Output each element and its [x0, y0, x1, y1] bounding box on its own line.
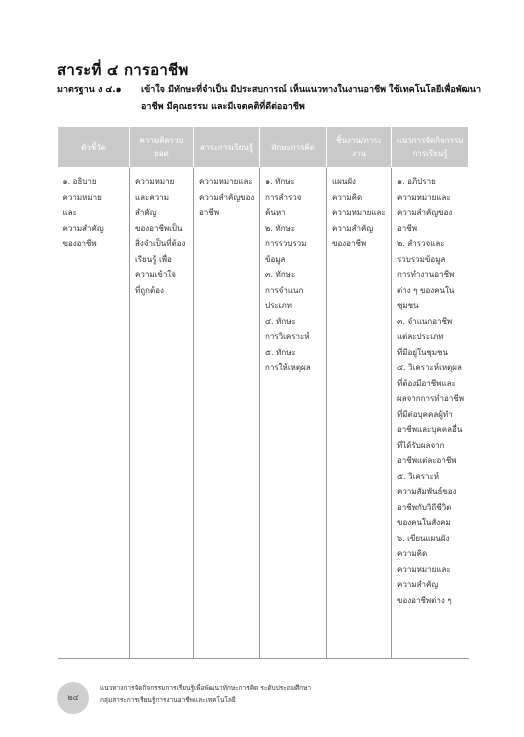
cell-line: อาชีพ	[397, 223, 417, 233]
cell-line: สิ่งจำเป็นที่ต้อง	[135, 239, 186, 248]
cell-line: ความหมายและ	[397, 192, 451, 202]
cell-line: ๓. ทักษะ	[265, 270, 296, 279]
footer-line-1: แนวทางการจัดกิจกรรมการเรียนรู้เพื่อพัฒนาทักษะการคิด ระดับประถมศึกษา	[100, 684, 311, 692]
cell-line: ๖. เขียนแผนผัง	[397, 533, 450, 543]
cell-line: เรียนรู้ เพื่อ	[135, 254, 172, 264]
cell-line: การวิเคราะห์	[265, 332, 310, 341]
standard-code: มาตรฐาน ง ๔.๑	[57, 85, 122, 95]
footer-line-2: กลุ่มสาระการเรียนรู้การงานอาชีพและเทคโนโลยี	[100, 696, 236, 704]
cell-line: ประเภท	[265, 301, 292, 310]
cell-line: ต่าง ๆ ของคนใน	[397, 285, 455, 295]
cell-line: ความสำคัญ	[397, 580, 439, 589]
cell-task	[327, 168, 392, 659]
table-header-row	[58, 127, 469, 168]
cell-line: ๑. อภิปราย	[397, 177, 436, 186]
cell-line: ๔. วิเคราะห์เหตุผล	[397, 363, 462, 372]
cell-line: การทำงานอาชีพ	[397, 270, 455, 279]
cell-line: การให้เหตุผล	[265, 363, 311, 372]
cell-line: ที่ต้องมีอาชีพและ	[397, 378, 456, 388]
curriculum-table	[57, 126, 469, 659]
cell-line: ความหมาย	[135, 177, 175, 186]
cell-line: ของอาชีพต่าง ๆ	[397, 595, 452, 605]
cell-thinking-skills	[260, 168, 327, 659]
cell-line: และความสำคัญ	[135, 192, 169, 217]
header-thinking-skills: ทักษะการคิด	[260, 127, 327, 168]
page-number-badge: ๒๔	[57, 682, 89, 714]
cell-line: ของคนในสังคม	[397, 518, 451, 527]
cell-line: การจำแนก	[265, 285, 304, 295]
cell-line: ๕. วิเคราะห์	[397, 471, 440, 481]
cell-line: อาชีพและบุคคลอื่น	[397, 425, 463, 434]
cell-line: ความหมายและ	[332, 208, 386, 217]
cell-line: รวบรวมข้อมูล	[397, 254, 446, 264]
header-activities: แนวการจัดกิจกรรมการเรียนรู้	[392, 127, 469, 168]
cell-line: ของอาชีพเป็น	[135, 223, 183, 233]
header-task: ชิ้นงาน/ภาระงาน	[327, 127, 392, 168]
cell-line: แผนผัง	[332, 177, 356, 186]
cell-line: ความหมายและ	[199, 177, 253, 186]
cell-line: ที่มีต่อบุคคลผู้ทำ	[397, 409, 453, 419]
footer-text	[100, 682, 311, 706]
cell-line: ที่ถูกต้อง	[135, 285, 164, 295]
cell-line: ความคิด	[332, 192, 363, 202]
cell-line: แต่ละประเภท	[397, 332, 444, 341]
cell-line: ๔. ทักษะ	[265, 316, 296, 326]
cell-line: ความคิด	[397, 549, 428, 558]
cell-line: การรวบรวม	[265, 239, 307, 248]
cell-line: ความสัมพันธ์ของ	[397, 487, 457, 496]
header-content: สาระการเรียนรู้	[194, 127, 260, 168]
cell-line: การสำรวจค้นหา	[265, 192, 302, 217]
cell-line: ของอาชีพ	[332, 239, 367, 248]
cell-indicator	[58, 168, 130, 659]
cell-line: ผลจากการทำอาชีพ	[397, 394, 465, 403]
section-title: สาระที่ ๔ การอาชีพ	[57, 61, 189, 79]
cell-line: ข้อมูล	[265, 254, 286, 264]
cell-line: ความหมาย	[62, 192, 102, 202]
cell-line: และ	[62, 208, 77, 217]
cell-line: ความเข้าใจ	[135, 270, 176, 279]
cell-line: อาชีพ	[199, 208, 219, 217]
cell-line: ความสำคัญ	[62, 223, 104, 233]
header-concept: ความคิดรวบยอด	[130, 127, 194, 168]
cell-line: ความสำคัญ	[332, 223, 374, 233]
cell-line: ๑. อธิบาย	[62, 177, 97, 186]
header-indicator: ตัวชี้วัด	[58, 127, 130, 168]
cell-line: ของอาชีพ	[62, 239, 97, 248]
cell-line: ๑. ทักษะ	[265, 177, 295, 186]
cell-activities	[392, 168, 469, 659]
cell-line: ความสำคัญของ	[199, 192, 255, 202]
cell-line: อาชีพแต่ละอาชีพ	[397, 456, 457, 465]
cell-line: ที่มีอยู่ในชุมชน	[397, 347, 449, 357]
cell-line: ๓. จำแนกอาชีพ	[397, 316, 453, 326]
cell-line: ความสำคัญของ	[397, 208, 453, 217]
cell-line: ๒. สำรวจและ	[397, 239, 445, 248]
table-row	[58, 168, 469, 659]
cell-line: ความหมายและ	[397, 564, 451, 574]
cell-line: ๒. ทักษะ	[265, 223, 296, 233]
cell-line: ที่ได้รับผลจาก	[397, 440, 445, 450]
standard-text: เข้าใจ มีทักษะที่จำเป็น มีประสบการณ์ เห็นแนวทางในงานอาชีพ ใช้เทคโนโลยีเพื่อพัฒนาอาชีพ มีคุณธรรม และมีเจตคติที่ดีต่ออาชีพ	[141, 85, 481, 112]
cell-line: ชุมชน	[397, 301, 419, 310]
cell-line: ๕. ทักษะ	[265, 347, 296, 357]
cell-content	[194, 168, 260, 659]
cell-concept	[130, 168, 194, 659]
cell-line: อาชีพกับวิถีชีวิต	[397, 502, 452, 512]
